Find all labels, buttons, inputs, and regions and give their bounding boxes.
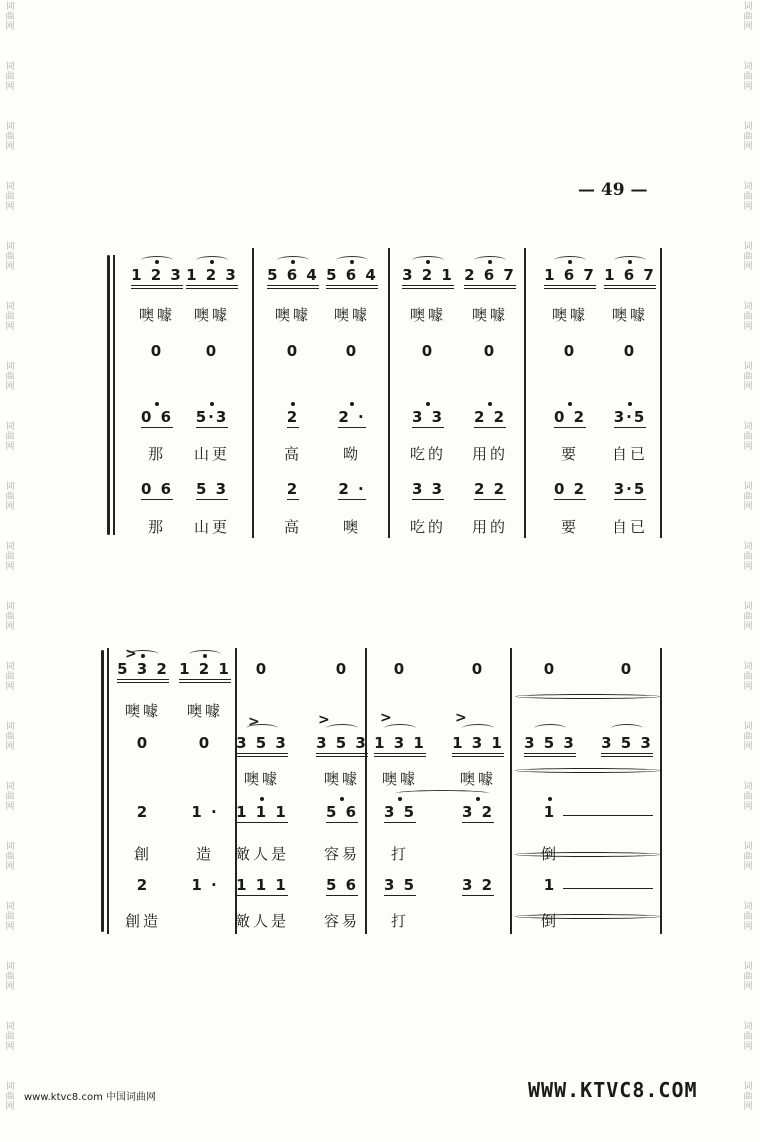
watermark-char: 网	[743, 622, 753, 632]
watermark-char: 曲	[743, 132, 753, 142]
watermark-char: 曲	[743, 252, 753, 262]
watermark-char: 曲	[5, 432, 15, 442]
accent-mark: >	[318, 712, 330, 728]
note-cell: 1 2 3	[184, 266, 240, 284]
system-brace	[101, 650, 104, 932]
note-cell: 5·3	[195, 408, 229, 426]
note-cell: 3 5	[383, 803, 417, 821]
watermark-char: 词	[743, 62, 753, 72]
lyric-cell: 要	[560, 518, 579, 536]
system-bar	[113, 255, 115, 535]
note-cell: 0 2	[553, 480, 587, 498]
note-cell: 1 1 1	[236, 876, 288, 894]
note-cell: 3 5 3	[230, 734, 294, 752]
lyric-cell: 容易	[323, 845, 360, 863]
watermark-char: 曲	[5, 672, 15, 682]
watermark-char: 网	[5, 1102, 15, 1112]
watermark-char: 曲	[5, 972, 15, 982]
lyric-cell: 打	[390, 845, 409, 863]
sustain-line	[515, 768, 660, 773]
lyric-cell: 要	[560, 445, 579, 463]
watermark-char: 词	[743, 542, 753, 552]
note-cell: 3 3	[411, 480, 445, 498]
note-cell: 2 6 7	[462, 266, 518, 284]
note-cell: 2	[136, 803, 150, 821]
octave-dot	[291, 402, 295, 406]
watermark-char: 网	[743, 1042, 753, 1052]
note-cell: 1	[543, 803, 557, 821]
octave-dot	[568, 402, 572, 406]
lyric-cell: 打	[390, 912, 409, 930]
note-cell: 1 ·	[191, 876, 219, 894]
lyric-cell: 吃的	[409, 518, 446, 536]
note-cell: 5 6	[325, 876, 359, 894]
octave-dot	[568, 260, 572, 264]
watermark-char: 网	[743, 562, 753, 572]
octave-dot	[488, 402, 492, 406]
lyric-cell: 噢噱	[333, 306, 370, 324]
watermark-char: 词	[5, 62, 15, 72]
lyric-cell: 用的	[471, 518, 508, 536]
lyric-cell: 噢噱	[471, 306, 508, 324]
lyric-cell: 敵人是	[234, 912, 289, 930]
watermark-char: 曲	[743, 732, 753, 742]
lyric-cell: 噢噱	[138, 306, 175, 324]
watermark-char: 词	[5, 782, 15, 792]
watermark-char: 词	[743, 302, 753, 312]
note-cell: 0	[255, 660, 269, 678]
octave-dot	[155, 260, 159, 264]
watermark-char: 曲	[5, 732, 15, 742]
watermark-char: 词	[743, 782, 753, 792]
watermark-char: 词	[743, 122, 753, 132]
watermark-left	[2, 0, 18, 1142]
watermark-char: 词	[5, 1082, 15, 1092]
note-cell: 5 3	[195, 480, 229, 498]
watermark-char: 曲	[743, 492, 753, 502]
octave-dot	[628, 402, 632, 406]
watermark-char: 网	[743, 802, 753, 812]
watermark-char: 词	[743, 602, 753, 612]
lyric-cell: 創造	[124, 912, 161, 930]
watermark-char: 词	[743, 842, 753, 852]
watermark-char: 曲	[5, 852, 15, 862]
note-cell: 0	[620, 660, 634, 678]
lyric-cell: 造	[195, 845, 214, 863]
watermark-char: 曲	[743, 552, 753, 562]
watermark-char: 网	[5, 682, 15, 692]
watermark-right	[740, 0, 756, 1142]
note-cell: 0 2	[553, 408, 587, 426]
watermark-char: 网	[5, 862, 15, 872]
note-cell: 1	[543, 876, 557, 894]
lyric-cell: 自已	[611, 518, 648, 536]
note-cell: 2	[286, 480, 300, 498]
watermark-char: 网	[5, 142, 15, 152]
watermark-char: 网	[5, 982, 15, 992]
note-cell: 3 2	[461, 876, 495, 894]
octave-dot	[141, 654, 145, 658]
lyric-cell: 噢	[342, 518, 361, 536]
note-cell: 3 5	[383, 876, 417, 894]
watermark-char: 网	[743, 1102, 753, 1112]
octave-dot	[260, 797, 264, 801]
footer-site-label: www.ktvc8.com 中国词曲网	[24, 1092, 157, 1103]
bar-line	[524, 248, 526, 538]
system-brace	[107, 255, 110, 535]
note-cell: 1 6 7	[602, 266, 658, 284]
octave-dot	[291, 260, 295, 264]
watermark-char: 曲	[743, 192, 753, 202]
note-cell: 0	[563, 342, 577, 360]
watermark-char: 曲	[5, 72, 15, 82]
slur	[611, 724, 643, 733]
note-cell: 3 5 3	[518, 734, 582, 752]
watermark-char: 网	[743, 322, 753, 332]
watermark-char: 曲	[743, 1092, 753, 1102]
lyric-cell: 倒	[540, 845, 559, 863]
watermark-char: 曲	[743, 1032, 753, 1042]
watermark-char: 曲	[743, 72, 753, 82]
watermark-char: 词	[743, 1082, 753, 1092]
note-cell: 0	[623, 342, 637, 360]
lyric-cell: 那	[147, 445, 166, 463]
lyric-cell: 敵人是	[234, 845, 289, 863]
watermark-char: 网	[743, 142, 753, 152]
watermark-char: 曲	[743, 312, 753, 322]
lyric-cell: 噢噱	[409, 306, 446, 324]
watermark-char: 曲	[5, 612, 15, 622]
watermark-char: 网	[743, 202, 753, 212]
note-cell: 0	[393, 660, 407, 678]
watermark-char: 词	[743, 362, 753, 372]
watermark-char: 网	[743, 82, 753, 92]
note-cell: 1 2 3	[129, 266, 185, 284]
note-cell: 0	[421, 342, 435, 360]
note-cell: 0	[483, 342, 497, 360]
note-cell: 3 2 1	[400, 266, 456, 284]
note-cell: 5 6 4	[324, 266, 380, 284]
watermark-char: 词	[743, 1022, 753, 1032]
watermark-char: 网	[743, 502, 753, 512]
watermark-char: 曲	[5, 132, 15, 142]
sustain-line	[515, 694, 660, 699]
watermark-char: 网	[743, 22, 753, 32]
page-number: — 49 —	[578, 180, 648, 200]
octave-dot	[210, 260, 214, 264]
note-cell: 1 2 1	[173, 660, 237, 678]
watermark-char: 网	[743, 682, 753, 692]
watermark-char: 词	[743, 662, 753, 672]
note-cell: 0	[543, 660, 557, 678]
watermark-char: 网	[5, 322, 15, 332]
watermark-char: 网	[5, 922, 15, 932]
note-cell: 5 3 2	[111, 660, 175, 678]
watermark-char: 曲	[5, 192, 15, 202]
watermark-char: 曲	[5, 552, 15, 562]
accent-mark: >	[455, 710, 467, 726]
note-cell: 0 6	[140, 480, 174, 498]
watermark-char: 曲	[5, 912, 15, 922]
watermark-char: 词	[5, 482, 15, 492]
watermark-char: 词	[5, 602, 15, 612]
octave-dot	[350, 402, 354, 406]
slur	[462, 724, 494, 733]
watermark-char: 网	[5, 802, 15, 812]
note-cell: 0	[286, 342, 300, 360]
lyric-cell: 用的	[471, 445, 508, 463]
lyric-cell: 噢噱	[381, 770, 418, 788]
watermark-char: 曲	[743, 912, 753, 922]
watermark-char: 词	[5, 1022, 15, 1032]
watermark-char: 曲	[743, 972, 753, 982]
note-cell: 0	[345, 342, 359, 360]
watermark-char: 网	[5, 502, 15, 512]
note-cell: 2 2	[473, 480, 507, 498]
watermark-char: 网	[743, 862, 753, 872]
watermark-char: 网	[5, 742, 15, 752]
watermark-char: 曲	[743, 12, 753, 22]
watermark-char: 网	[5, 442, 15, 452]
watermark-char: 词	[5, 722, 15, 732]
tie-mark	[395, 790, 490, 797]
bar-line	[660, 248, 662, 538]
slur	[326, 724, 358, 733]
watermark-char: 词	[743, 242, 753, 252]
watermark-char: 曲	[743, 672, 753, 682]
system-bar	[107, 648, 109, 934]
watermark-char: 曲	[743, 372, 753, 382]
watermark-char: 网	[5, 202, 15, 212]
accent-mark: >	[380, 710, 392, 726]
watermark-char: 词	[743, 422, 753, 432]
lyric-cell: 山更	[193, 445, 230, 463]
note-cell: 0	[198, 734, 212, 752]
watermark-char: 曲	[5, 372, 15, 382]
lyric-cell: 倒	[540, 912, 559, 930]
lyric-cell: 高	[283, 518, 302, 536]
watermark-char: 词	[5, 422, 15, 432]
watermark-char: 词	[5, 242, 15, 252]
lyric-cell: 創	[133, 845, 152, 863]
watermark-char: 网	[743, 982, 753, 992]
watermark-char: 词	[743, 902, 753, 912]
bar-line	[660, 648, 662, 934]
watermark-char: 网	[5, 562, 15, 572]
octave-dot	[426, 402, 430, 406]
bar-line	[252, 248, 254, 538]
watermark-char: 网	[743, 382, 753, 392]
note-cell: 0	[205, 342, 219, 360]
note-cell: 0	[136, 734, 150, 752]
lyric-cell: 噢噱	[193, 306, 230, 324]
accent-mark: >	[248, 714, 260, 730]
octave-dot	[340, 797, 344, 801]
watermark-char: 词	[5, 962, 15, 972]
watermark-char: 词	[743, 482, 753, 492]
watermark-char: 词	[5, 902, 15, 912]
note-cell: 3 3	[411, 408, 445, 426]
watermark-char: 网	[5, 382, 15, 392]
note-cell: 3·5	[613, 480, 647, 498]
lyric-cell: 呦	[342, 445, 361, 463]
watermark-char: 曲	[5, 1032, 15, 1042]
watermark-char: 曲	[5, 1092, 15, 1102]
watermark-char: 词	[5, 362, 15, 372]
lyric-cell: 噢噱	[323, 770, 360, 788]
lyric-cell: 噢噱	[124, 702, 161, 720]
note-cell: 5 6	[325, 803, 359, 821]
watermark-char: 网	[5, 1042, 15, 1052]
hold-line	[563, 815, 653, 816]
watermark-char: 词	[5, 662, 15, 672]
octave-dot	[210, 402, 214, 406]
octave-dot	[398, 797, 402, 801]
slur	[534, 724, 566, 733]
lyric-cell: 噢噱	[274, 306, 311, 324]
watermark-char: 曲	[5, 312, 15, 322]
lyric-cell: 吃的	[409, 445, 446, 463]
note-cell: 3 5 3	[595, 734, 659, 752]
note-cell: 3 2	[461, 803, 495, 821]
watermark-char: 网	[743, 262, 753, 272]
watermark-char: 网	[743, 442, 753, 452]
note-cell: 0	[335, 660, 349, 678]
footer-site-logo: WWW.KTVC8.COM	[528, 1078, 698, 1102]
lyric-cell: 那	[147, 518, 166, 536]
lyric-cell: 山更	[193, 518, 230, 536]
note-cell: 1 1 1	[236, 803, 288, 821]
note-cell: 3·5	[613, 408, 647, 426]
octave-dot	[203, 654, 207, 658]
watermark-char: 曲	[5, 792, 15, 802]
octave-dot	[488, 260, 492, 264]
lyric-cell: 容易	[323, 912, 360, 930]
note-cell: 2	[286, 408, 300, 426]
watermark-char: 曲	[5, 252, 15, 262]
watermark-char: 词	[743, 182, 753, 192]
note-cell: 1 3 1	[368, 734, 432, 752]
watermark-char: 曲	[743, 612, 753, 622]
octave-dot	[548, 797, 552, 801]
watermark-char: 网	[5, 262, 15, 272]
note-cell: 2	[136, 876, 150, 894]
watermark-char: 曲	[5, 12, 15, 22]
watermark-char: 网	[5, 82, 15, 92]
watermark-char: 词	[743, 962, 753, 972]
hold-line	[563, 888, 653, 889]
watermark-char: 网	[5, 22, 15, 32]
watermark-char: 词	[5, 122, 15, 132]
watermark-char: 词	[5, 542, 15, 552]
watermark-char: 词	[5, 842, 15, 852]
lyric-cell: 噢噱	[551, 306, 588, 324]
octave-dot	[426, 260, 430, 264]
note-cell: 1 6 7	[542, 266, 598, 284]
note-cell: 1 3 1	[446, 734, 510, 752]
note-cell: 2 2	[473, 408, 507, 426]
watermark-char: 词	[5, 2, 15, 12]
octave-dot	[476, 797, 480, 801]
octave-dot	[350, 260, 354, 264]
note-cell: 3 5 3	[310, 734, 374, 752]
bar-line	[388, 248, 390, 538]
octave-dot	[628, 260, 632, 264]
lyric-cell: 噢噱	[459, 770, 496, 788]
lyric-cell: 噢噱	[611, 306, 648, 324]
watermark-char: 网	[743, 922, 753, 932]
sustain-line	[515, 914, 660, 919]
bar-line	[510, 648, 512, 934]
note-cell: 0	[150, 342, 164, 360]
note-cell: 5 6 4	[265, 266, 321, 284]
note-cell: 0	[471, 660, 485, 678]
note-cell: 2 ·	[338, 480, 366, 498]
watermark-char: 曲	[743, 852, 753, 862]
watermark-char: 曲	[743, 792, 753, 802]
watermark-char: 词	[5, 182, 15, 192]
note-cell: 2 ·	[338, 408, 366, 426]
lyric-cell: 高	[283, 445, 302, 463]
watermark-char: 词	[5, 302, 15, 312]
watermark-char: 曲	[5, 492, 15, 502]
lyric-cell: 噢噱	[243, 770, 280, 788]
lyric-cell: 噢噱	[186, 702, 223, 720]
watermark-char: 曲	[743, 432, 753, 442]
lyric-cell: 自已	[611, 445, 648, 463]
watermark-char: 词	[743, 2, 753, 12]
note-cell: 1 ·	[191, 803, 219, 821]
watermark-char: 网	[5, 622, 15, 632]
accent-mark: >	[125, 646, 137, 662]
watermark-char: 词	[743, 722, 753, 732]
sustain-line	[515, 852, 660, 857]
octave-dot	[155, 402, 159, 406]
note-cell: 0 6	[140, 408, 174, 426]
watermark-char: 网	[743, 742, 753, 752]
